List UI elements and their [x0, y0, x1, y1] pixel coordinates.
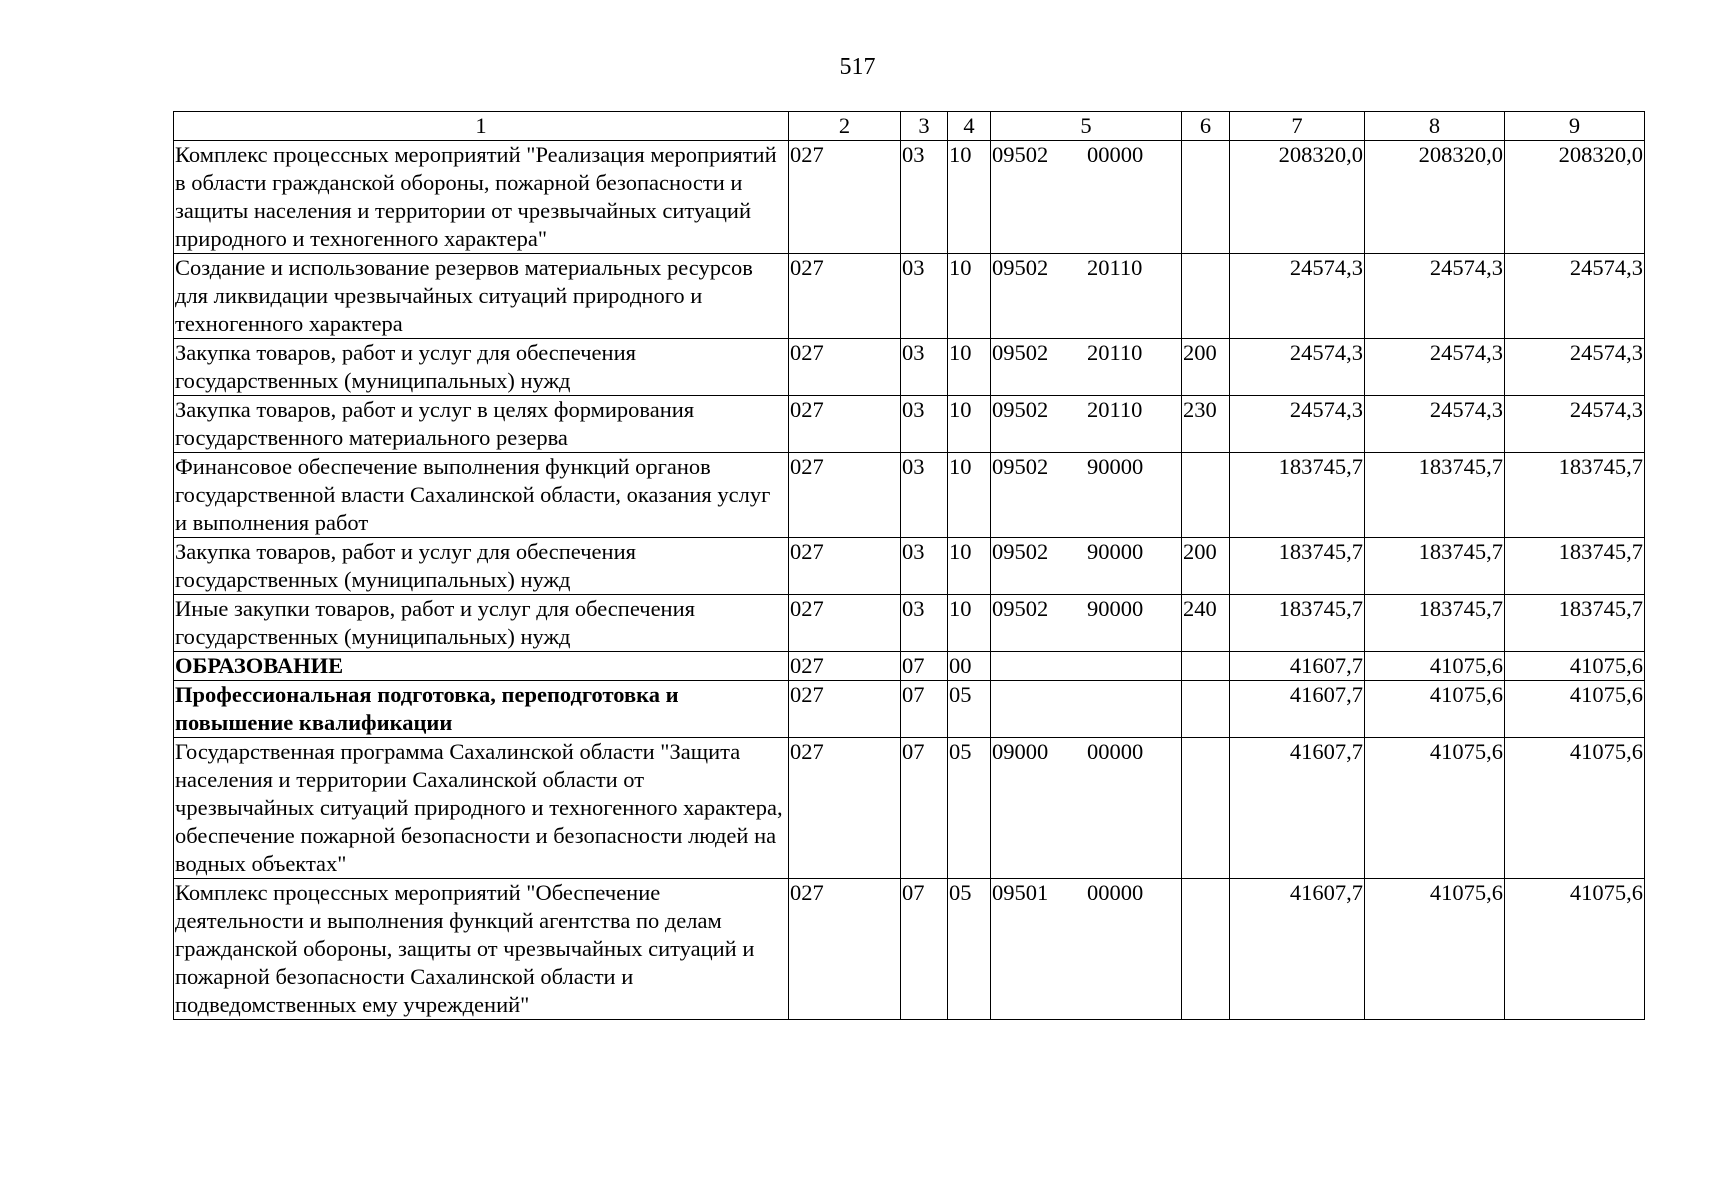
code-ministry: 027	[789, 141, 901, 254]
col-header-1: 1	[174, 112, 789, 141]
col-header-9: 9	[1505, 112, 1645, 141]
table-body	[174, 141, 1645, 1020]
amount-col-8: 41075,6	[1365, 652, 1505, 681]
table-row	[174, 339, 1645, 396]
code-target-article	[991, 595, 1182, 652]
code-ministry: 027	[789, 396, 901, 453]
page-number: 517	[839, 54, 876, 80]
target-article-program: 09502	[992, 454, 1049, 479]
table-row	[174, 538, 1645, 595]
col-header-6: 6	[1182, 112, 1230, 141]
amount-col-8: 24574,3	[1365, 339, 1505, 396]
amount-col-7: 183745,7	[1230, 453, 1365, 538]
code-section: 07	[901, 681, 948, 738]
code-section: 07	[901, 738, 948, 879]
code-expense-type	[1182, 141, 1230, 254]
amount-col-7: 24574,3	[1230, 396, 1365, 453]
row-name: Иные закупки товаров, работ и услуг для обеспечения государственных (муниципальных) нужд	[174, 595, 789, 652]
budget-table	[173, 111, 1645, 1020]
amount-col-9: 183745,7	[1505, 453, 1645, 538]
target-article-program: 09502	[992, 142, 1049, 167]
code-target-article	[991, 254, 1182, 339]
table-row	[174, 141, 1645, 254]
code-subsection: 10	[948, 254, 991, 339]
code-ministry: 027	[789, 681, 901, 738]
table-row	[174, 453, 1645, 538]
code-section: 03	[901, 254, 948, 339]
code-section: 07	[901, 879, 948, 1020]
code-subsection: 05	[948, 681, 991, 738]
code-subsection: 10	[948, 453, 991, 538]
code-subsection: 10	[948, 339, 991, 396]
amount-col-8: 183745,7	[1365, 538, 1505, 595]
code-ministry: 027	[789, 339, 901, 396]
table-row	[174, 396, 1645, 453]
target-article-program: 09502	[992, 255, 1049, 280]
code-ministry: 027	[789, 453, 901, 538]
row-name: Закупка товаров, работ и услуг в целях формирования государственного материального резерва	[174, 396, 789, 453]
code-expense-type	[1182, 681, 1230, 738]
amount-col-8: 183745,7	[1365, 595, 1505, 652]
code-target-article	[991, 652, 1182, 681]
code-expense-type: 200	[1182, 538, 1230, 595]
code-section: 03	[901, 141, 948, 254]
target-article-direction: 20110	[1087, 255, 1143, 280]
row-name: Государственная программа Сахалинской области "Защита населения и территории Сахалинской области от чрезвычайных ситуаций природного и техногенного характера, обеспечение пожарной безопасности и безопасности людей на водных объектах"	[174, 738, 789, 879]
code-section: 03	[901, 396, 948, 453]
amount-col-7: 41607,7	[1230, 652, 1365, 681]
col-header-8: 8	[1365, 112, 1505, 141]
amount-col-9: 24574,3	[1505, 339, 1645, 396]
code-ministry: 027	[789, 738, 901, 879]
code-ministry: 027	[789, 254, 901, 339]
target-article-program: 09502	[992, 397, 1049, 422]
table-row	[174, 681, 1645, 738]
table-row	[174, 879, 1645, 1020]
code-target-article	[991, 738, 1182, 879]
row-name: Закупка товаров, работ и услуг для обеспечения государственных (муниципальных) нужд	[174, 538, 789, 595]
target-article-program: 09502	[992, 596, 1049, 621]
col-header-5: 5	[991, 112, 1182, 141]
amount-col-7: 183745,7	[1230, 595, 1365, 652]
target-article-direction: 90000	[1087, 596, 1144, 621]
amount-col-8: 183745,7	[1365, 453, 1505, 538]
amount-col-8: 41075,6	[1365, 681, 1505, 738]
col-header-2: 2	[789, 112, 901, 141]
code-expense-type	[1182, 453, 1230, 538]
code-subsection: 05	[948, 738, 991, 879]
code-subsection: 00	[948, 652, 991, 681]
amount-col-7: 24574,3	[1230, 339, 1365, 396]
amount-col-9: 41075,6	[1505, 879, 1645, 1020]
code-section: 03	[901, 339, 948, 396]
target-article-direction: 00000	[1087, 142, 1144, 167]
amount-col-8: 24574,3	[1365, 254, 1505, 339]
amount-col-9: 41075,6	[1505, 652, 1645, 681]
code-subsection: 10	[948, 141, 991, 254]
code-section: 03	[901, 538, 948, 595]
code-target-article	[991, 141, 1182, 254]
table-row	[174, 738, 1645, 879]
table-row	[174, 254, 1645, 339]
code-expense-type	[1182, 254, 1230, 339]
code-target-article	[991, 538, 1182, 595]
code-expense-type	[1182, 879, 1230, 1020]
code-section: 03	[901, 595, 948, 652]
code-section: 07	[901, 652, 948, 681]
row-name: Закупка товаров, работ и услуг для обеспечения государственных (муниципальных) нужд	[174, 339, 789, 396]
code-target-article	[991, 453, 1182, 538]
amount-col-9: 41075,6	[1505, 738, 1645, 879]
target-article-direction: 20110	[1087, 340, 1143, 365]
code-subsection: 10	[948, 396, 991, 453]
code-subsection: 10	[948, 538, 991, 595]
target-article-direction: 00000	[1087, 739, 1144, 764]
row-name: Комплекс процессных мероприятий "Реализация мероприятий в области гражданской обороны, пожарной безопасности и защиты населения и территории от чрезвычайных ситуаций природного и техногенного характера"	[174, 141, 789, 254]
row-name: Профессиональная подготовка, переподготовка и повышение квалификации	[174, 681, 789, 738]
table-row	[174, 595, 1645, 652]
amount-col-7: 24574,3	[1230, 254, 1365, 339]
amount-col-9: 24574,3	[1505, 254, 1645, 339]
amount-col-9: 24574,3	[1505, 396, 1645, 453]
amount-col-8: 41075,6	[1365, 879, 1505, 1020]
row-name: Создание и использование резервов материальных ресурсов для ликвидации чрезвычайных ситуаций природного и техногенного характера	[174, 254, 789, 339]
target-article-direction: 00000	[1087, 880, 1144, 905]
amount-col-9: 208320,0	[1505, 141, 1645, 254]
code-target-article	[991, 879, 1182, 1020]
code-expense-type: 200	[1182, 339, 1230, 396]
code-expense-type	[1182, 652, 1230, 681]
amount-col-9: 183745,7	[1505, 538, 1645, 595]
code-section: 03	[901, 453, 948, 538]
amount-col-7: 41607,7	[1230, 738, 1365, 879]
code-target-article	[991, 396, 1182, 453]
code-target-article	[991, 681, 1182, 738]
code-expense-type: 240	[1182, 595, 1230, 652]
row-name: Финансовое обеспечение выполнения функций органов государственной власти Сахалинской области, оказания услуг и выполнения работ	[174, 453, 789, 538]
amount-col-8: 208320,0	[1365, 141, 1505, 254]
target-article-program: 09502	[992, 539, 1049, 564]
code-target-article	[991, 339, 1182, 396]
code-ministry: 027	[789, 879, 901, 1020]
target-article-direction: 90000	[1087, 454, 1144, 479]
code-expense-type	[1182, 738, 1230, 879]
amount-col-7: 208320,0	[1230, 141, 1365, 254]
amount-col-9: 41075,6	[1505, 681, 1645, 738]
target-article-program: 09000	[992, 739, 1049, 764]
col-header-3: 3	[901, 112, 948, 141]
code-subsection: 05	[948, 879, 991, 1020]
code-ministry: 027	[789, 595, 901, 652]
target-article-direction: 20110	[1087, 397, 1143, 422]
code-ministry: 027	[789, 538, 901, 595]
target-article-program: 09502	[992, 340, 1049, 365]
col-header-7: 7	[1230, 112, 1365, 141]
table-row	[174, 652, 1645, 681]
amount-col-7: 183745,7	[1230, 538, 1365, 595]
amount-col-7: 41607,7	[1230, 681, 1365, 738]
col-header-4: 4	[948, 112, 991, 141]
code-expense-type: 230	[1182, 396, 1230, 453]
amount-col-8: 41075,6	[1365, 738, 1505, 879]
code-ministry: 027	[789, 652, 901, 681]
row-name: ОБРАЗОВАНИЕ	[174, 652, 789, 681]
row-name: Комплекс процессных мероприятий "Обеспечение деятельности и выполнения функций агентства по делам гражданской обороны, защиты от чрезвычайных ситуаций и пожарной безопасности Сахалинской области и подведомственных ему учреждений"	[174, 879, 789, 1020]
target-article-program: 09501	[992, 880, 1049, 905]
amount-col-9: 183745,7	[1505, 595, 1645, 652]
target-article-direction: 90000	[1087, 539, 1144, 564]
amount-col-8: 24574,3	[1365, 396, 1505, 453]
amount-col-7: 41607,7	[1230, 879, 1365, 1020]
header-row	[174, 112, 1645, 141]
code-subsection: 10	[948, 595, 991, 652]
